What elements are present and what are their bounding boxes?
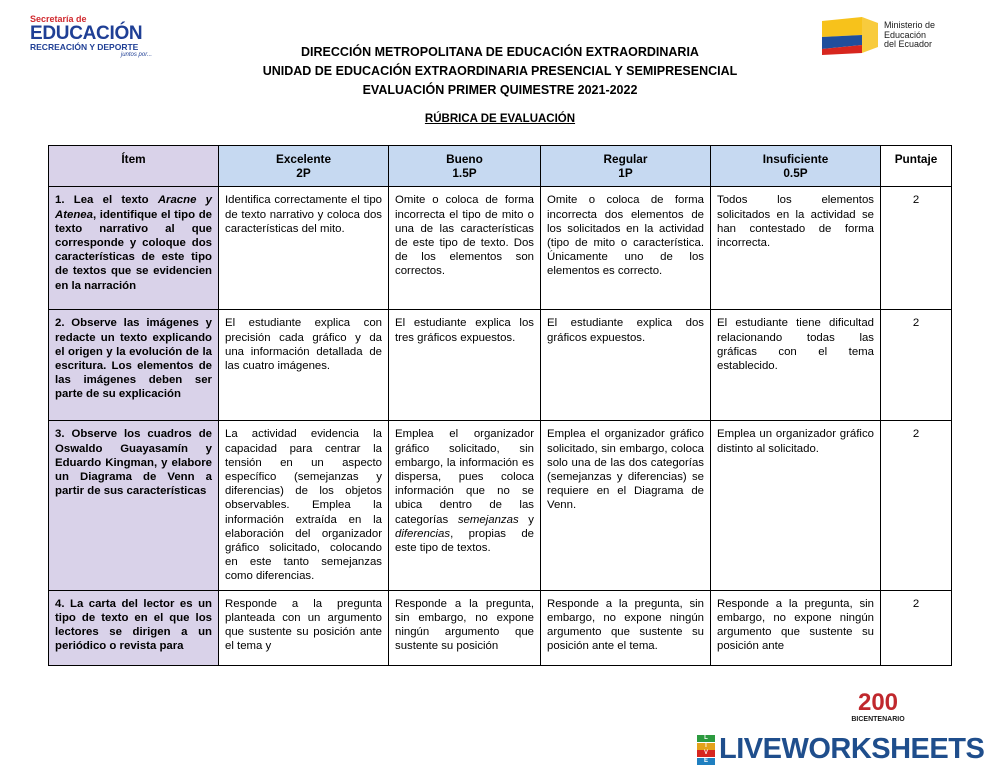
insuficiente-cell: Emplea un organizador gráfico distinto al solicitado. [711, 421, 881, 590]
bicentenario-logo [848, 684, 908, 724]
bueno-cell: El estudiante explica los tres gráficos expuestos. [389, 310, 541, 421]
regular-cell: Emplea el organizador gráfico solicitado, sin embargo, coloca solo una de las dos categorías (semejanzas y diferencias) se requiere en el Diagrama de Venn. [541, 421, 711, 590]
score-cell: 2 [881, 590, 952, 665]
col-header-item: Ítem [49, 146, 219, 187]
logo-line-3: RECREACIÓN Y DEPORTE [30, 42, 139, 52]
table-row [49, 187, 952, 310]
brand-wordmark: LIVEWORKSHEETS [719, 733, 985, 765]
item-cell: 4. La carta del lector es un tipo de texto en el que los lectores se dirigen a un periódico o revista para [49, 590, 219, 665]
score-cell: 2 [881, 187, 952, 310]
bueno-cell: Emplea el organizador gráfico solicitado, sin embargo, la información es dispersa, pues coloca información que no se ubica dentro de las categorías semejanzas y diferencias, propias de este tipo de textos. [389, 421, 541, 590]
logo-line-2: EDUCACIÓN [30, 23, 143, 44]
regular-cell: Responde a la pregunta, sin embargo, no expone ningún argumento que sustente su posición ante el tema. [541, 590, 711, 665]
bueno-cell: Omite o coloca de forma incorrecta el tipo de mito o una de las características de este tipo de texto. Dos de los elementos son correctos. [389, 187, 541, 310]
ministry-line-3: del Ecuador [884, 39, 933, 49]
excelente-cell: Identifica correctamente el tipo de texto narrativo y coloca dos características del mito. [219, 187, 389, 310]
brand-letters [697, 735, 717, 765]
ministry-line-2: Educación [884, 29, 927, 40]
bicentenario-icon [848, 684, 908, 724]
rubric-title: RÚBRICA DE EVALUACIÓN [424, 113, 576, 125]
item-cell: 1. Lea el texto Aracne y Atenea, identifique el tipo de texto narrativo al que corresponde y coloque dos características de este tipo de textos que se evidencien en la narración [49, 187, 219, 310]
insuficiente-cell: El estudiante tiene dificultad relacionando todas las gráficas con el tema establecido. [711, 310, 881, 421]
bicentenario-year: 200 [857, 689, 899, 716]
insuficiente-cell: Responde a la pregunta, sin embargo, no expone ningún argumento que sustente su posición ante [711, 590, 881, 665]
col-header-excelente: Excelente 2P [219, 146, 389, 187]
logo-line-1: Secretaría de [30, 14, 87, 24]
header-line-3: EVALUACIÓN PRIMER QUIMESTRE 2021-2022 [362, 83, 638, 97]
excelente-cell: El estudiante explica con precisión cada gráfico y da una información detallada de las cuatro imágenes. [219, 310, 389, 421]
table-row [49, 310, 952, 421]
col-header-regular: Regular 1P [541, 146, 711, 187]
excelente-cell: Responde a la pregunta planteada con un argumento que sustente su posición ante el tema y [219, 590, 389, 665]
bueno-cell: Responde a la pregunta, sin embargo, no expone ningún argumento que sustente su posición [389, 590, 541, 665]
header-line-1: DIRECCIÓN METROPOLITANA DE EDUCACIÓN EXTRAORDINARIA [301, 45, 699, 59]
rubric-table [48, 145, 952, 666]
col-header-insuficiente: Insuficiente 0.5P [711, 146, 881, 187]
col-header-puntaje: Puntaje [881, 146, 952, 187]
brand-letter-e: E [697, 758, 715, 765]
bicentenario-label: BICENTENARIO [851, 716, 905, 723]
item-cell: 2. Observe las imágenes y redacte un texto explicando el origen y la evolución de la escritura. Los elementos de las imágenes deben ser parte de su explicación [49, 310, 219, 421]
regular-cell: El estudiante explica dos gráficos expuestos. [541, 310, 711, 421]
col-header-bueno: Bueno 1.5P [389, 146, 541, 187]
ministry-line-1: Ministerio de [884, 20, 936, 30]
score-cell: 2 [881, 421, 952, 590]
item-cell: 3. Observe los cuadros de Oswaldo Guayasamín y Eduardo Kingman, y elabore un Diagrama de Venn a partir de sus características [49, 421, 219, 590]
table-row [49, 421, 952, 590]
table-header-row [49, 146, 952, 187]
brand-letter-l: L [697, 735, 715, 742]
score-cell: 2 [881, 310, 952, 421]
brand-letter-i: I [697, 743, 715, 750]
brand-letter-v: V [697, 750, 715, 757]
header-line-2: UNIDAD DE EDUCACIÓN EXTRAORDINARIA PRESENCIAL Y SEMIPRESENCIAL [262, 64, 738, 78]
insuficiente-cell: Todos los elementos solicitados en la actividad se han contestado de forma incorrecta. [711, 187, 881, 310]
excelente-cell: La actividad evidencia la capacidad para centrar la tensión en un aspecto específico (semejanzas y diferencias) de los objetos observables. Emplea la información extraída en la elaboración del organizador gráfico solicitado, colocando en este tanto semejanzas como diferencias. [219, 421, 389, 590]
logo-line-4: juntos por... [120, 52, 152, 58]
table-row [49, 590, 952, 665]
regular-cell: Omite o coloca de forma incorrecta dos elementos de los solicitados en la actividad (tipo de mito o característica. Únicamente uno de los elementos es correcto. [541, 187, 711, 310]
